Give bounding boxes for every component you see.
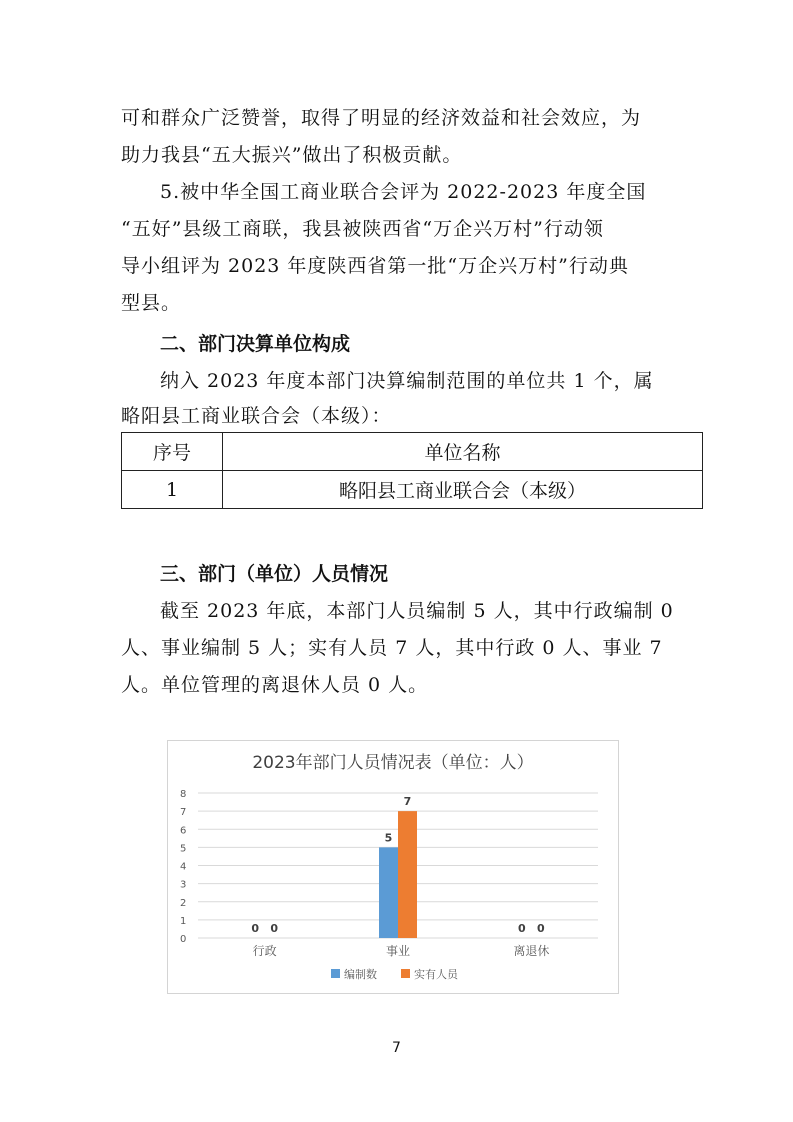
table-cell-name: 略阳县工商业联合会（本级）	[223, 471, 703, 509]
staff-chart	[167, 740, 619, 994]
legend-swatch	[331, 969, 340, 978]
table-cell-seq: 1	[122, 471, 223, 509]
units-table	[121, 432, 703, 509]
y-tick-label: 1	[180, 915, 187, 927]
y-tick-label: 4	[180, 861, 187, 873]
table-header-seq: 序号	[122, 433, 223, 471]
table-header-row	[122, 433, 703, 471]
section3-text: 人、事业编制 5 人；实有人员 7 人，其中行政 0 人、事业 7	[121, 637, 663, 659]
legend-label: 编制数	[344, 968, 377, 981]
legend-swatch	[401, 969, 410, 978]
chart-svg	[168, 741, 618, 993]
data-label: 5	[384, 831, 393, 845]
section-heading-units: 二、部门决算单位构成	[160, 333, 351, 355]
paragraph-line: “五好”县级工商联，我县被陕西省“万企兴万村”行动领	[121, 218, 604, 240]
y-tick-label: 0	[180, 934, 187, 945]
y-tick-label: 7	[180, 807, 187, 819]
y-tick-label: 2	[180, 897, 187, 909]
paragraph-line: 助力我县“五大振兴”做出了积极贡献。	[121, 144, 463, 166]
chart-title: 2023年部门人员情况表（单位：人）	[252, 753, 534, 773]
x-tick-label: 行政	[252, 944, 277, 958]
paragraph-line: 型县。	[121, 292, 182, 314]
table-row	[122, 471, 703, 509]
table-header-name: 单位名称	[223, 433, 703, 471]
paragraph-line: 5.被中华全国工商业联合会评为 2022-2023 年度全国	[160, 181, 647, 203]
y-tick-label: 8	[180, 789, 187, 800]
section2-text: 纳入 2023 年度本部门决算编制范围的单位共 1 个，属	[160, 370, 654, 392]
y-tick-label: 5	[180, 843, 187, 855]
data-label: 7	[403, 795, 412, 809]
legend-label: 实有人员	[414, 968, 458, 981]
section3-text: 人。单位管理的离退休人员 0 人。	[121, 674, 429, 696]
y-tick-label: 3	[180, 879, 187, 891]
data-label: 0	[537, 922, 545, 935]
section-heading-staff: 三、部门（单位）人员情况	[160, 563, 389, 585]
data-label: 0	[518, 922, 526, 935]
section3-text: 截至 2023 年底，本部门人员编制 5 人，其中行政编制 0	[160, 600, 674, 622]
chart-bar	[379, 847, 398, 938]
x-tick-label: 离退休	[513, 944, 550, 958]
paragraph-line: 导小组评为 2023 年度陕西省第一批“万企兴万村”行动典	[121, 255, 629, 277]
section2-text: 略阳县工商业联合会（本级）：	[121, 405, 392, 427]
page-number: 7	[392, 1040, 401, 1056]
data-label: 0	[251, 922, 259, 935]
data-label: 0	[270, 922, 278, 935]
paragraph-line: 可和群众广泛赞誉，取得了明显的经济效益和社会效应，为	[121, 107, 642, 129]
y-tick-label: 6	[180, 825, 187, 837]
chart-bar	[398, 811, 417, 938]
x-tick-label: 事业	[385, 944, 411, 958]
